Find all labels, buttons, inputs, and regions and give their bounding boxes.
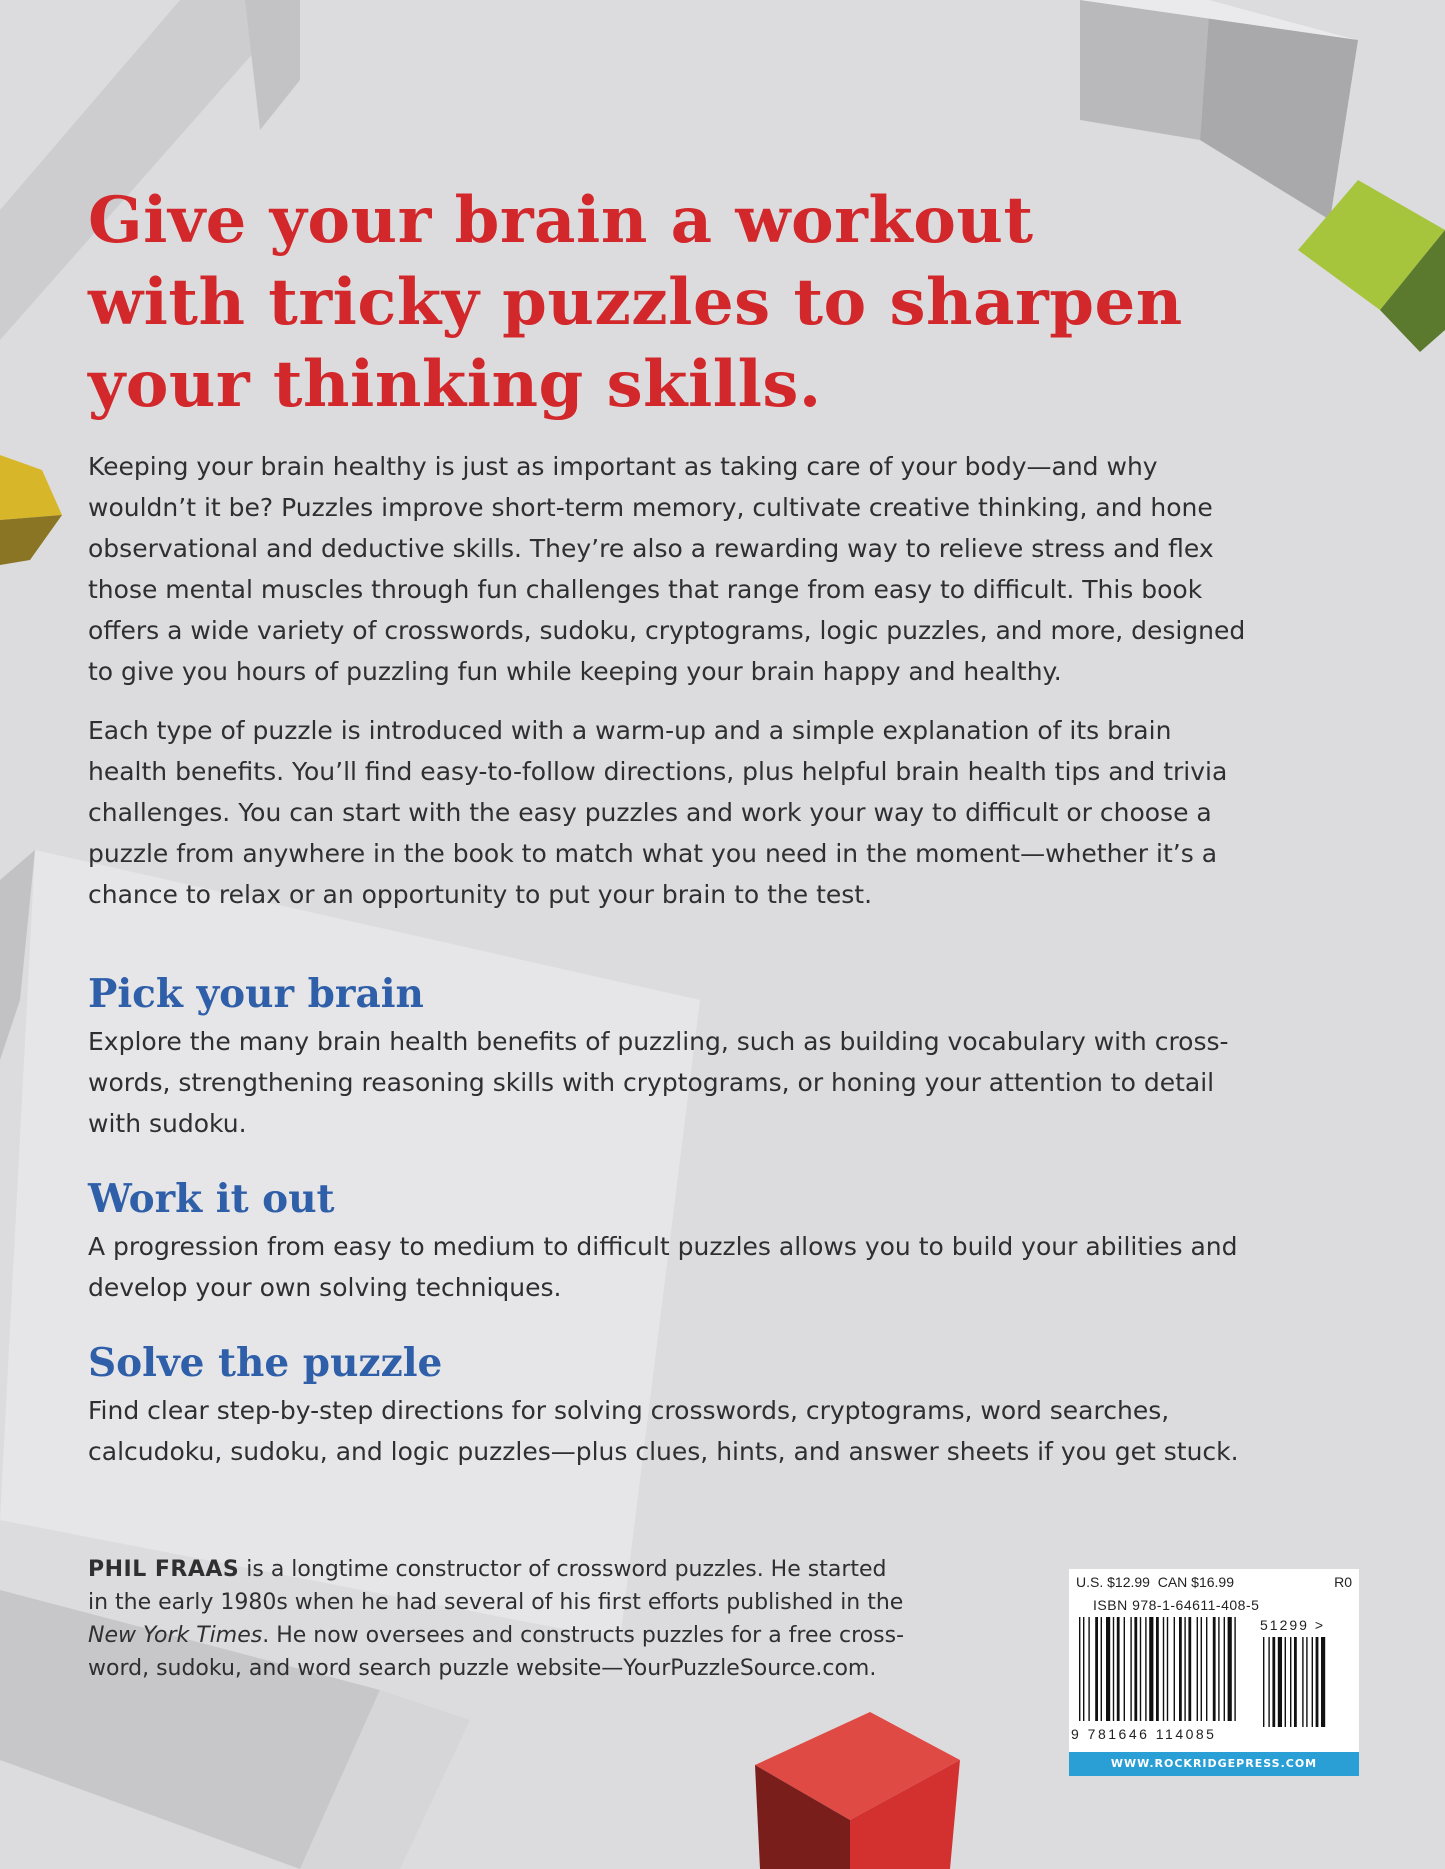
author-name: PHIL FRAAS bbox=[88, 1557, 240, 1582]
feature-line: A progression from easy to medium to difficult puzzles allows you to build your abilities and bbox=[88, 1232, 1238, 1261]
barcode-bar bbox=[1197, 1617, 1198, 1721]
addon-bar bbox=[1285, 1637, 1286, 1727]
addon-bar bbox=[1263, 1637, 1264, 1727]
publisher-website: WWW.ROCKRIDGEPRESS.COM bbox=[1069, 1752, 1359, 1776]
feature-line: with sudoku. bbox=[88, 1109, 247, 1138]
barcode-bar bbox=[1134, 1617, 1137, 1721]
addon-digits-value: 51299 bbox=[1260, 1617, 1309, 1633]
barcode-bar bbox=[1106, 1617, 1110, 1721]
barcode-bar bbox=[1124, 1617, 1125, 1721]
addon-bar bbox=[1316, 1637, 1319, 1727]
price-row bbox=[1076, 1574, 1352, 1590]
paragraph-line: wouldn’t it be? Puzzles improve short-term memory, cultivate creative thinking, and hone bbox=[88, 493, 1213, 522]
feature-line: words, strengthening reasoning skills with cryptograms, or honing your attention to detail bbox=[88, 1068, 1215, 1097]
paragraph-line: challenges. You can start with the easy puzzles and work your way to difficult or choose a bbox=[88, 798, 1212, 827]
barcode-bar bbox=[1156, 1617, 1159, 1721]
barcode-bar bbox=[1228, 1617, 1232, 1721]
addon-bar bbox=[1321, 1637, 1325, 1727]
bio-text: . He now oversees and constructs puzzles for a free cross- bbox=[262, 1623, 905, 1648]
paragraph-line: those mental muscles through fun challenges that range from easy to difficult. This book bbox=[88, 575, 1203, 604]
barcode-bar bbox=[1163, 1617, 1164, 1721]
barcode-bar bbox=[1184, 1617, 1185, 1721]
headline-line: your thinking skills. bbox=[88, 347, 822, 422]
paragraph-line: Keeping your brain healthy is just as important as taking care of your body—and why bbox=[88, 452, 1158, 481]
intro-paragraph bbox=[88, 446, 1368, 692]
grey-cube-face-left bbox=[1080, 0, 1210, 140]
barcode-bar bbox=[1234, 1617, 1235, 1721]
price-code: R0 bbox=[1334, 1574, 1352, 1590]
barcode-bar bbox=[1113, 1617, 1114, 1721]
barcode-bar bbox=[1130, 1617, 1131, 1721]
feature-heading: Pick your brain bbox=[88, 971, 424, 1017]
addon-bar bbox=[1272, 1637, 1275, 1727]
headline bbox=[88, 180, 1368, 426]
barcode-bar bbox=[1095, 1617, 1098, 1721]
paragraph-line: chance to relax or an opportunity to put your brain to the test. bbox=[88, 880, 873, 909]
barcode-bar bbox=[1167, 1617, 1168, 1721]
cover-content bbox=[88, 180, 1368, 1472]
barcode-bar bbox=[1145, 1617, 1146, 1721]
barcode-bar bbox=[1201, 1617, 1202, 1721]
feature-line: Find clear step-by-step directions for solving crosswords, cryptograms, word searches, bbox=[88, 1396, 1170, 1425]
addon-bar bbox=[1294, 1637, 1297, 1727]
feature-text bbox=[88, 1021, 1368, 1144]
bio-line bbox=[88, 1553, 988, 1586]
intro-paragraph bbox=[88, 710, 1368, 915]
paragraph-line: observational and deductive skills. They’re also a rewarding way to relieve stress and flex bbox=[88, 534, 1214, 563]
paragraph-line: offers a wide variety of crosswords, sudoku, cryptograms, logic puzzles, and more, designed bbox=[88, 616, 1246, 645]
addon-bar bbox=[1278, 1637, 1282, 1727]
feature-solve-the-puzzle bbox=[88, 1338, 1368, 1472]
feature-line: calcudoku, sudoku, and logic puzzles—plus clues, hints, and answer sheets if you get stuck. bbox=[88, 1437, 1239, 1466]
addon-bar bbox=[1312, 1637, 1313, 1727]
addon-bar bbox=[1290, 1637, 1291, 1727]
barcode-bar bbox=[1188, 1617, 1191, 1721]
feature-pick-your-brain bbox=[88, 969, 1368, 1144]
barcode-label bbox=[1069, 1569, 1359, 1776]
paragraph-line: health benefits. You’ll find easy-to-follow directions, plus helpful brain health tips and trivia bbox=[88, 757, 1228, 786]
price-can: CAN $16.99 bbox=[1157, 1574, 1234, 1590]
addon-bar bbox=[1306, 1637, 1307, 1727]
feature-heading: Work it out bbox=[88, 1176, 335, 1222]
feature-line: Explore the many brain health benefits of puzzling, such as building vocabulary with cross- bbox=[88, 1027, 1229, 1056]
headline-line: Give your brain a workout bbox=[88, 183, 1034, 258]
barcode-bar bbox=[1149, 1617, 1153, 1721]
barcode-bar bbox=[1218, 1617, 1219, 1721]
feature-line: develop your own solving techniques. bbox=[88, 1273, 562, 1302]
paragraph-line: to give you hours of puzzling fun while keeping your brain happy and healthy. bbox=[88, 657, 1062, 686]
isbn-text: ISBN 978-1-64611-408-5 bbox=[1093, 1597, 1260, 1613]
barcode-bar bbox=[1083, 1617, 1084, 1721]
grey-beam-edge-shape bbox=[245, 0, 300, 130]
ean-digits: 9 781646 114085 bbox=[1071, 1726, 1217, 1742]
paragraph-line: puzzle from anywhere in the book to match what you need in the moment—whether it’s a bbox=[88, 839, 1218, 868]
barcode-bar bbox=[1101, 1617, 1102, 1721]
bio-line: in the early 1980s when he had several of his first efforts published in the bbox=[88, 1590, 904, 1615]
barcode-bar bbox=[1079, 1617, 1080, 1721]
barcode-icon bbox=[1075, 1617, 1353, 1729]
publication-name: New York Times bbox=[88, 1623, 263, 1648]
paragraph-line: Each type of puzzle is introduced with a warm-up and a simple explanation of its brain bbox=[88, 716, 1172, 745]
bio-line bbox=[88, 1619, 988, 1652]
barcode-bar bbox=[1174, 1617, 1175, 1721]
feature-work-it-out bbox=[88, 1174, 1368, 1308]
headline-line: with tricky puzzles to sharpen bbox=[88, 265, 1183, 340]
feature-heading: Solve the puzzle bbox=[88, 1340, 443, 1386]
price-us: U.S. $12.99 bbox=[1076, 1574, 1150, 1590]
addon-bar bbox=[1302, 1637, 1303, 1727]
yellow-cube-face-top bbox=[0, 455, 62, 520]
bio-text: is a longtime constructor of crossword puzzles. He started bbox=[239, 1557, 887, 1582]
author-bio bbox=[88, 1553, 988, 1685]
yellow-cube-face-side bbox=[0, 515, 62, 565]
barcode-bar bbox=[1140, 1617, 1141, 1721]
barcode-bar bbox=[1224, 1617, 1225, 1721]
addon-marker: > bbox=[1314, 1617, 1326, 1633]
bio-line: word, sudoku, and word search puzzle website—YourPuzzleSource.com. bbox=[88, 1656, 877, 1681]
barcode-bar bbox=[1088, 1617, 1089, 1721]
addon-digits bbox=[1260, 1617, 1325, 1633]
barcode-bar bbox=[1206, 1617, 1207, 1721]
barcode-bar bbox=[1213, 1617, 1216, 1721]
feature-text bbox=[88, 1390, 1368, 1472]
barcode-bar bbox=[1179, 1617, 1182, 1721]
feature-text bbox=[88, 1226, 1368, 1308]
barcode-bar bbox=[1117, 1617, 1120, 1721]
addon-bar bbox=[1268, 1637, 1269, 1727]
